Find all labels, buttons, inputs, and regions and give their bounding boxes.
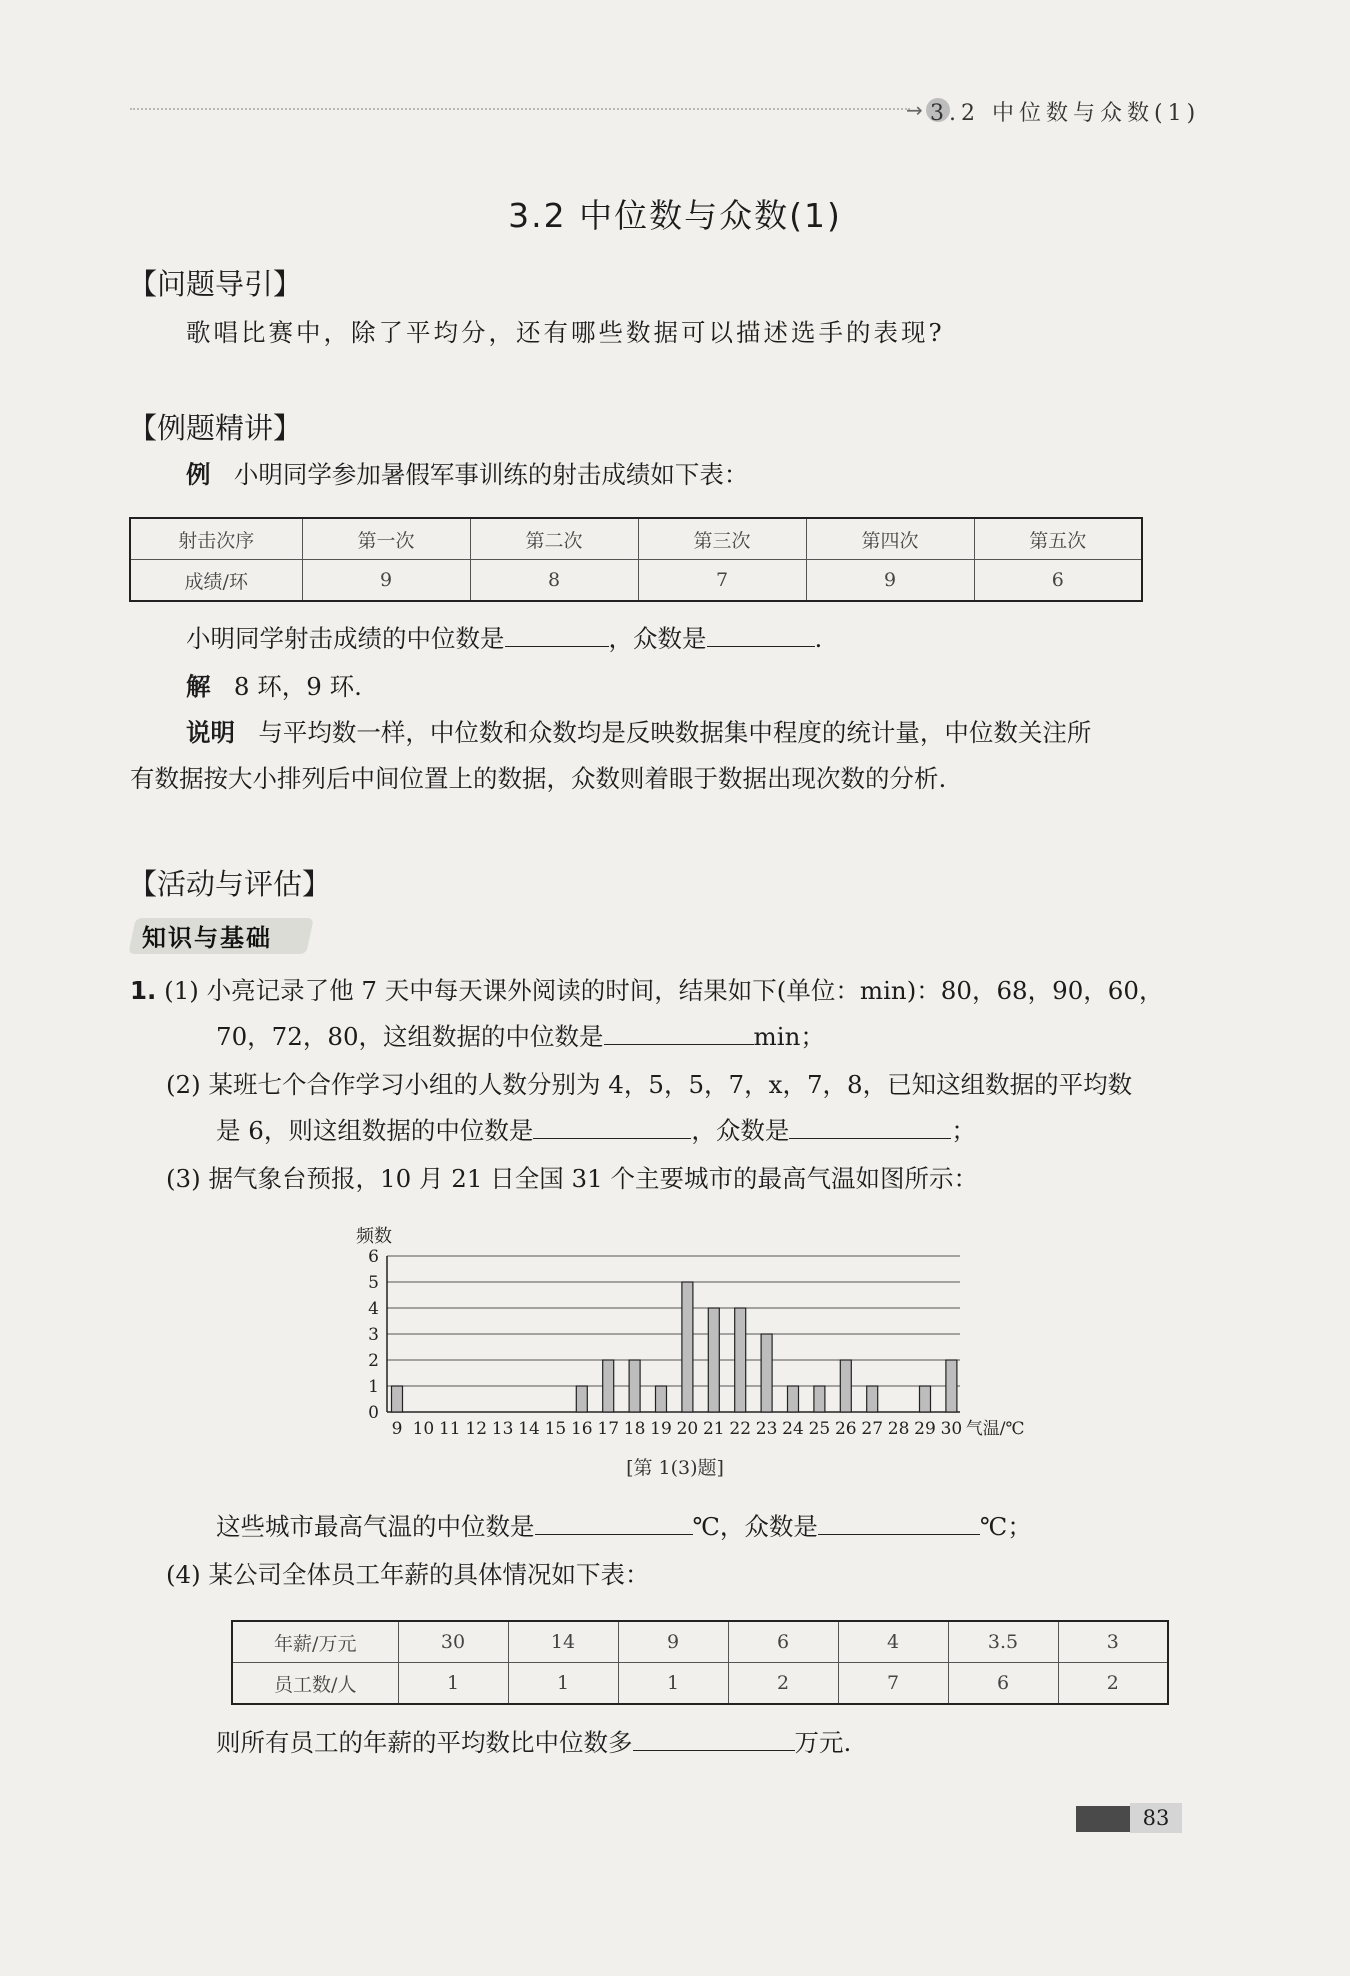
x-tick-label: 11 bbox=[438, 1419, 461, 1439]
bar bbox=[656, 1386, 667, 1412]
bar bbox=[788, 1386, 799, 1412]
table-cell: 3 bbox=[1058, 1621, 1168, 1663]
table-row bbox=[130, 518, 1142, 560]
answer-blank[interactable] bbox=[707, 622, 815, 647]
example-question bbox=[186, 622, 822, 656]
q1-part1-line2 bbox=[216, 1020, 825, 1054]
knowledge-badge: 知识与基础 bbox=[142, 924, 272, 952]
table-cell: 7 bbox=[638, 560, 806, 602]
table-cell: 1 bbox=[618, 1663, 728, 1705]
header-arrow: → bbox=[906, 98, 923, 122]
x-tick-label: 14 bbox=[518, 1419, 540, 1439]
q1-part2-text: ； bbox=[951, 1116, 976, 1145]
bar bbox=[576, 1386, 587, 1412]
x-tick-label: 16 bbox=[570, 1419, 593, 1439]
table-cell: 2 bbox=[728, 1663, 838, 1705]
y-tick-label: 0 bbox=[368, 1403, 379, 1423]
answer-blank[interactable] bbox=[533, 1114, 691, 1139]
x-tick-label: 18 bbox=[623, 1419, 646, 1439]
table-cell: 第三次 bbox=[638, 518, 806, 560]
running-section-num: 3 bbox=[930, 101, 949, 126]
example-text: 小明同学参加暑假军事训练的射击成绩如下表： bbox=[233, 460, 749, 489]
table-cell: 14 bbox=[508, 1621, 618, 1663]
q1-part1-line1 bbox=[130, 974, 1163, 1008]
table-cell: 2 bbox=[1058, 1663, 1168, 1705]
bar bbox=[920, 1386, 931, 1412]
x-axis-label: 气温/℃ bbox=[965, 1419, 1025, 1439]
q1-part3-text: 这些城市最高气温的中位数是 bbox=[216, 1512, 535, 1541]
x-tick-label: 9 bbox=[391, 1419, 403, 1439]
table-cell: 第一次 bbox=[302, 518, 470, 560]
question-number: 1. bbox=[130, 976, 157, 1005]
y-tick-label: 4 bbox=[368, 1299, 379, 1319]
figure-caption: [第 1(3)题] bbox=[626, 1457, 724, 1479]
x-tick-label: 29 bbox=[914, 1419, 936, 1439]
y-tick-label: 6 bbox=[368, 1247, 379, 1267]
x-tick-label: 26 bbox=[834, 1419, 857, 1439]
table-cell: 1 bbox=[398, 1663, 508, 1705]
intro-text: 歌唱比赛中，除了平均分，还有哪些数据可以描述选手的表现? bbox=[186, 318, 945, 347]
x-tick-label: 15 bbox=[544, 1419, 567, 1439]
note-line-2: 有数据按大小排列后中间位置上的数据，众数则着眼于数据出现次数的分析. bbox=[130, 764, 947, 793]
running-title bbox=[930, 96, 1200, 127]
bar bbox=[603, 1360, 614, 1412]
x-tick-label: 17 bbox=[597, 1419, 620, 1439]
example-question-text: 小明同学射击成绩的中位数是 bbox=[186, 624, 505, 653]
bar bbox=[840, 1360, 851, 1412]
note-text: 与平均数一样，中位数和众数均是反映数据集中程度的统计量，中位数关注所 bbox=[258, 718, 1092, 747]
table-cell: 8 bbox=[470, 560, 638, 602]
bar bbox=[867, 1386, 878, 1412]
q1-part2-text: 是 6，则这组数据的中位数是 bbox=[216, 1116, 534, 1145]
section-activity-heading: 【活动与评估】 bbox=[128, 867, 332, 901]
table-row bbox=[232, 1663, 1168, 1705]
table-cell: 6 bbox=[948, 1663, 1058, 1705]
answer-blank[interactable] bbox=[818, 1510, 980, 1535]
y-tick-label: 1 bbox=[368, 1377, 379, 1397]
bar bbox=[735, 1308, 746, 1412]
table-cell: 第二次 bbox=[470, 518, 638, 560]
salary-table bbox=[231, 1620, 1169, 1705]
q1-part3-text: ℃，众数是 bbox=[692, 1512, 818, 1541]
table-cell: 7 bbox=[838, 1663, 948, 1705]
q1-part2-text: ，众数是 bbox=[691, 1116, 790, 1145]
temperature-histogram bbox=[340, 1218, 1060, 1444]
running-title-text: .2 中位数与众数(1) bbox=[949, 101, 1201, 126]
q1-part1-text: min； bbox=[753, 1022, 825, 1051]
q1-part2-line1: (2) 某班七个合作学习小组的人数分别为 4，5，5，7，x，7，8，已知这组数据的平均数 bbox=[166, 1070, 1133, 1099]
answer-blank[interactable] bbox=[633, 1726, 795, 1751]
q1-part1-text: 70，72，80，这组数据的中位数是 bbox=[216, 1022, 604, 1051]
y-tick-label: 3 bbox=[368, 1325, 379, 1345]
table-cell: 1 bbox=[508, 1663, 618, 1705]
y-tick-label: 5 bbox=[368, 1273, 379, 1293]
answer-label: 解 bbox=[186, 672, 211, 701]
answer-blank[interactable] bbox=[604, 1020, 754, 1045]
answer-blank[interactable] bbox=[789, 1114, 951, 1139]
q1-part3-text: ℃； bbox=[979, 1512, 1032, 1541]
q1-part1-text: (1) 小亮记录了他 7 天中每天课外阅读的时间，结果如下(单位：min)：80，68，90，60， bbox=[164, 976, 1164, 1005]
table-cell: 第四次 bbox=[806, 518, 974, 560]
q1-part4-line1: (4) 某公司全体员工年薪的具体情况如下表： bbox=[166, 1560, 650, 1589]
x-tick-label: 13 bbox=[491, 1419, 514, 1439]
table-row bbox=[130, 560, 1142, 602]
answer-text: 8 环，9 环. bbox=[233, 672, 362, 701]
example-label: 例 bbox=[186, 460, 211, 489]
x-tick-label: 20 bbox=[676, 1419, 699, 1439]
y-axis-label: 频数 bbox=[356, 1226, 392, 1247]
x-tick-label: 27 bbox=[861, 1419, 884, 1439]
bar bbox=[814, 1386, 825, 1412]
page-title: 3.2 中位数与众数(1) bbox=[508, 196, 842, 235]
table-cell: 4 bbox=[838, 1621, 948, 1663]
x-tick-label: 23 bbox=[755, 1419, 778, 1439]
table-cell: 30 bbox=[398, 1621, 508, 1663]
bar bbox=[682, 1282, 693, 1412]
example-question-text: . bbox=[814, 624, 823, 653]
table-cell: 员工数/人 bbox=[232, 1663, 398, 1705]
x-tick-label: 22 bbox=[729, 1419, 752, 1439]
section-example-heading: 【例题精讲】 bbox=[128, 411, 303, 445]
x-tick-label: 21 bbox=[702, 1419, 725, 1439]
table-cell: 9 bbox=[806, 560, 974, 602]
bar bbox=[761, 1334, 772, 1412]
shooting-score-table bbox=[129, 517, 1143, 602]
example-answer bbox=[186, 670, 362, 704]
header-rule bbox=[130, 108, 910, 110]
table-cell: 3.5 bbox=[948, 1621, 1058, 1663]
q1-part4-text: 则所有员工的年薪的平均数比中位数多 bbox=[216, 1728, 633, 1757]
table-cell: 9 bbox=[302, 560, 470, 602]
x-tick-label: 30 bbox=[940, 1419, 963, 1439]
q1-part3-line1: (3) 据气象台预报，10 月 21 日全国 31 个主要城市的最高气温如图所示： bbox=[166, 1164, 978, 1193]
q1-part4-answer bbox=[216, 1726, 851, 1760]
answer-blank[interactable] bbox=[535, 1510, 693, 1535]
bar bbox=[629, 1360, 640, 1412]
section-intro-heading: 【问题导引】 bbox=[128, 267, 303, 301]
x-tick-label: 19 bbox=[650, 1419, 672, 1439]
table-cell: 6 bbox=[974, 560, 1142, 602]
table-cell: 射击次序 bbox=[130, 518, 302, 560]
page-number: 83 bbox=[1130, 1803, 1182, 1833]
table-cell: 6 bbox=[728, 1621, 838, 1663]
q1-part3-answer bbox=[216, 1510, 1032, 1544]
x-tick-label: 25 bbox=[808, 1419, 831, 1439]
x-tick-label: 12 bbox=[465, 1419, 488, 1439]
bar bbox=[392, 1386, 403, 1412]
x-tick-label: 24 bbox=[782, 1419, 804, 1439]
table-cell: 9 bbox=[618, 1621, 728, 1663]
x-tick-label: 10 bbox=[412, 1419, 435, 1439]
table-row bbox=[232, 1621, 1168, 1663]
table-cell: 年薪/万元 bbox=[232, 1621, 398, 1663]
table-cell: 第五次 bbox=[974, 518, 1142, 560]
q1-part4-text: 万元. bbox=[794, 1728, 852, 1757]
bar bbox=[708, 1308, 719, 1412]
y-tick-label: 2 bbox=[368, 1351, 379, 1371]
x-tick-label: 28 bbox=[887, 1419, 910, 1439]
example-line bbox=[186, 458, 748, 492]
answer-blank[interactable] bbox=[505, 622, 609, 647]
example-question-text: ，众数是 bbox=[608, 624, 707, 653]
q1-part2-line2 bbox=[216, 1114, 976, 1148]
table-cell: 成绩/环 bbox=[130, 560, 302, 602]
note-line-1 bbox=[186, 716, 1091, 750]
note-label: 说明 bbox=[186, 718, 235, 747]
bar bbox=[946, 1360, 957, 1412]
